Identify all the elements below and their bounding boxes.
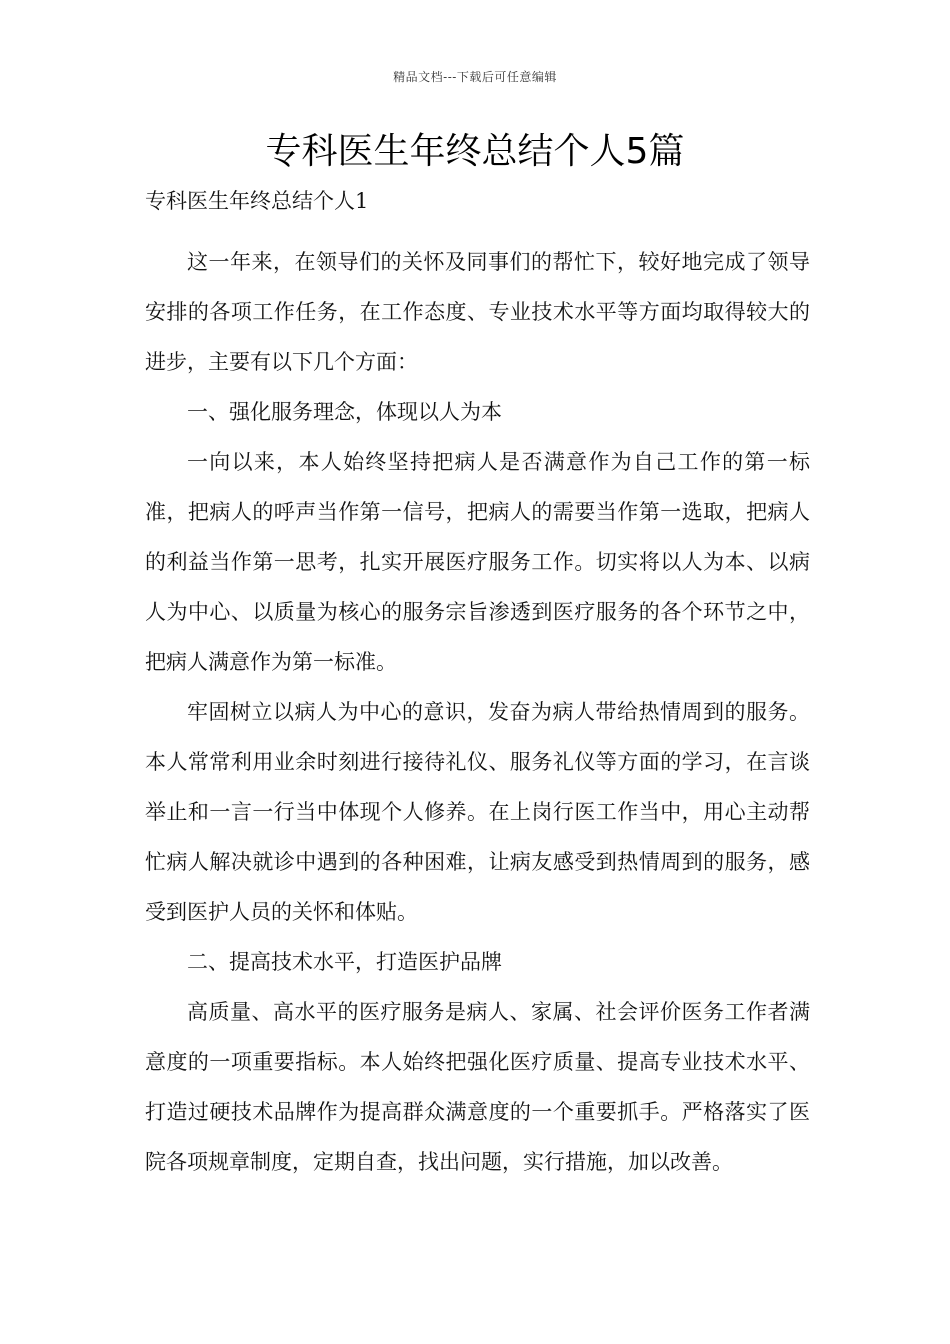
document-title: 专科医生年终总结个人5篇 — [265, 131, 685, 172]
document-body — [145, 185, 810, 1187]
section-heading-2: 二、提高技术水平，打造医护品牌 — [187, 950, 502, 974]
header-note: 精品文档---下载后可任意编辑 — [393, 70, 557, 84]
paragraph-service-2: 牢固树立以病人为中心的意识，发奋为病人带给热情周到的服务。本人常常利用业余时刻进行接待礼仪、服务礼仪等方面的学习，在言谈举止和一言一行当中体现个人修养。在上岗行医工作当中，用心主动帮忙病人解决就诊中遇到的各种困难，让病友感受到热情周到的服务，感受到医护人员的关怀和体贴。 — [145, 700, 810, 924]
section-heading-1: 一、强化服务理念，体现以人为本 — [187, 400, 502, 424]
paragraph-technology: 高质量、高水平的医疗服务是病人、家属、社会评价医务工作者满意度的一项重要指标。本人始终把强化医疗质量、提高专业技术水平、打造过硬技术品牌作为提高群众满意度的一个重要抓手。严格落实了医院各项规章制度，定期自查，找出问题，实行措施，加以改善。 — [145, 1000, 810, 1174]
paragraph-intro: 这一年来，在领导们的关怀及同事们的帮忙下，较好地完成了领导安排的各项工作任务，在工作态度、专业技术水平等方面均取得较大的进步，主要有以下几个方面： — [145, 250, 810, 374]
paragraph-service-1: 一向以来，本人始终坚持把病人是否满意作为自己工作的第一标准，把病人的呼声当作第一信号，把病人的需要当作第一选取，把病人的利益当作第一思考，扎实开展医疗服务工作。切实将以人为本、以病人为中心、以质量为核心的服务宗旨渗透到医疗服务的各个环节之中，把病人满意作为第一标准。 — [145, 450, 810, 674]
section-subtitle: 专科医生年终总结个人1 — [145, 189, 369, 213]
